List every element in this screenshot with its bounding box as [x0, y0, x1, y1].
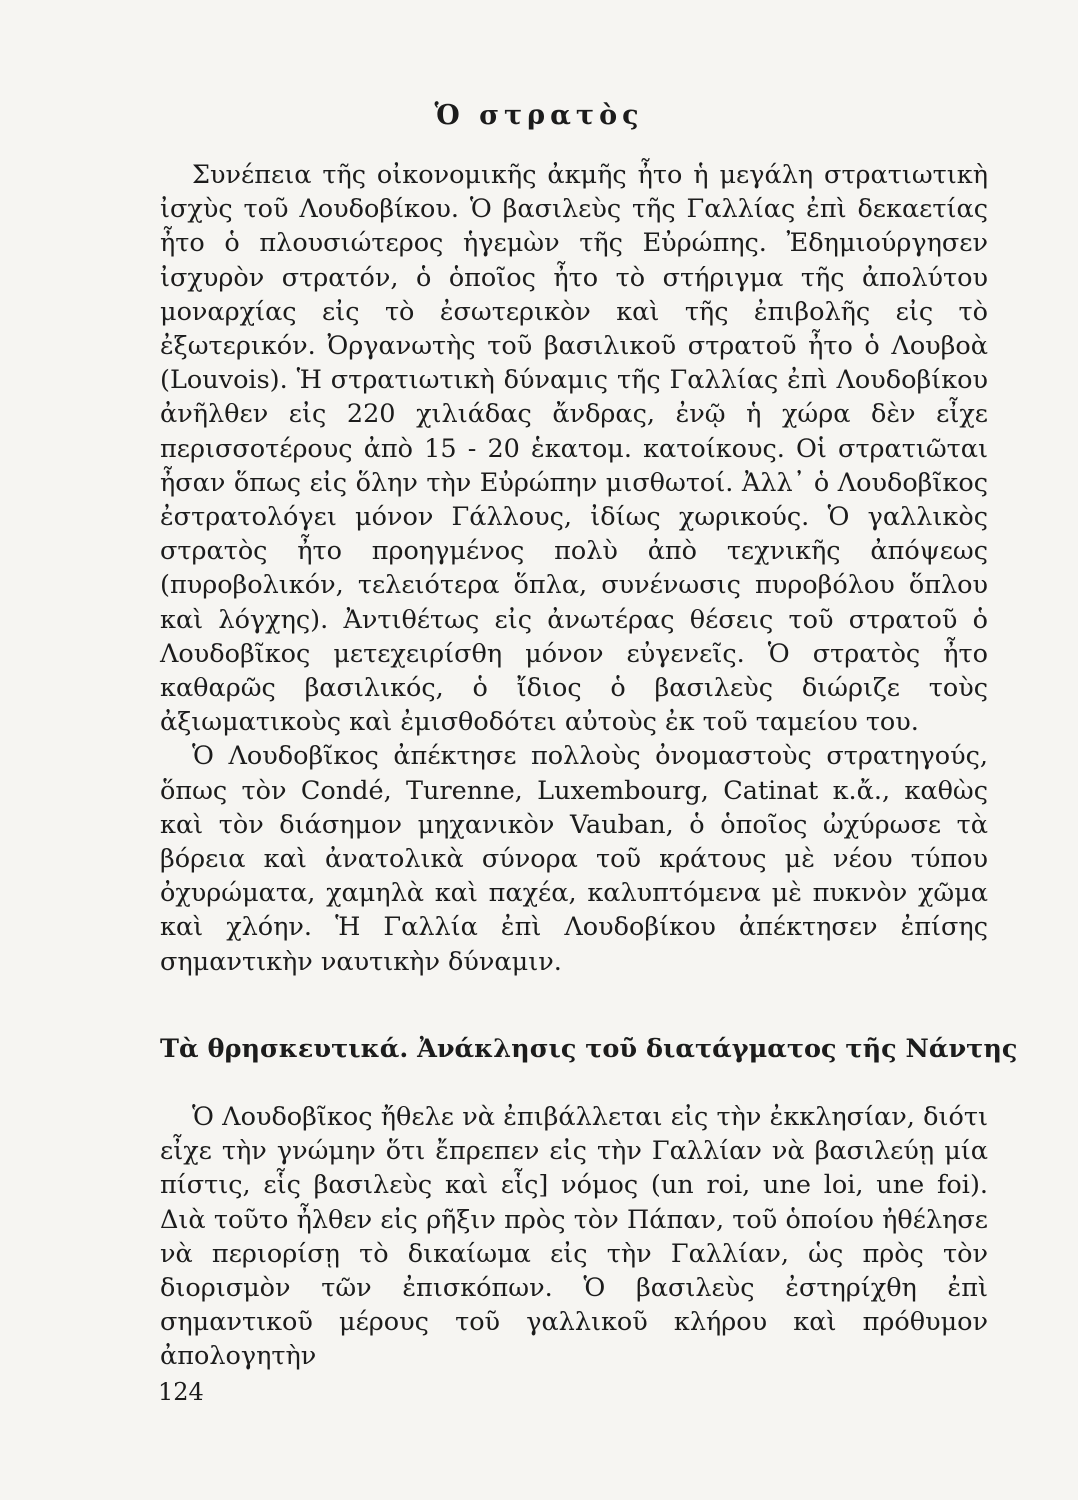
paragraph-army: Συνέπεια τῆς οἰκονομικῆς ἀκμῆς ἦτο ἡ μεγάλη στρατιωτικὴ ἰσχὺς τοῦ Λουδοβίκου. Ὁ βασιλεὺς τῆς Γαλλίας ἐπὶ δεκαετίας ἦτο ὁ πλουσιώτερος ἡγεμὼν τῆς Εὐρώπης. Ἐδημιούργησεν ἰσχυρὸν στρατόν, ὁ ὁποῖος ἦτο τὸ στήριγμα τῆς ἀπολύτου μοναρχίας εἰς τὸ ἐσωτερικὸν καὶ τῆς ἐπιβολῆς εἰς τὸ ἐξωτερικόν. Ὀργανωτὴς τοῦ βασιλικοῦ στρατοῦ ἦτο ὁ Λουβοὰ (Louvois). Ἡ στρατιωτικὴ δύναμις τῆς Γαλλίας ἐπὶ Λουδοβίκου ἀνῆλθεν εἰς 220 χιλιάδας ἄνδρας, ἐνῷ ἡ χώρα δὲν εἶχε περισσοτέρους ἀπὸ 15 - 20 ἑκατομ. κατοίκους. Οἱ στρατιῶται ἦσαν ὅπως εἰς ὅλην τὴν Εὐρώπην μισθωτοί. Ἀλλ᾽ ὁ Λουδοβῖκος ἐστρατολόγει μόνον Γάλλους, ἰδίως χωρικούς. Ὁ γαλλικὸς στρατὸς ἦτο προηγμένος πολὺ ἀπὸ τεχνικῆς ἀπόψεως (πυροβολικόν, τελειότερα ὅπλα, συνένωσις πυροβόλου ὅπλου καὶ λόγχης). Ἀντιθέτως εἰς ἀνωτέρας θέσεις τοῦ στρατοῦ ὁ Λουδοβῖκος μετεχειρίσθη μόνον εὐγενεῖς. Ὁ στρατὸς ἦτο καθαρῶς βασιλικός, ὁ ἴδιος ὁ βασιλεὺς διώριζε τοὺς ἀξιωματικοὺς καὶ ἐμισθοδότει αὐτοὺς ἐκ τοῦ ταμείου του. — [160, 160, 988, 738]
paragraph-religion: Ὁ Λουδοβῖκος ἤθελε νὰ ἐπιβάλλεται εἰς τὴν ἐκκλησίαν, διότι εἶχε τὴν γνώμην ὅτι ἔπρεπεν εἰς τὴν Γαλλίαν νὰ βασιλεύῃ μία πίστις, εἷς βασιλεὺς καὶ εἷς] νόμος (un roi, une loi, une foi). Διὰ τοῦτο ἦλθεν εἰς ρῆξιν πρὸς τὸν Πάπαν, τοῦ ὁποίου ἠθέλησε νὰ περιορίσῃ τὸ δικαίωμα εἰς τὴν Γαλλίαν, ὡς πρὸς τὸν διορισμὸν τῶν ἐπισκόπων. Ὁ βασιλεὺς ἐστηρίχθη ἐπὶ σημαντικοῦ μέρους τοῦ γαλλικοῦ κλήρου καὶ πρόθυμον ἀπολογητὴν — [160, 1102, 988, 1372]
army-section-body — [160, 158, 988, 979]
religion-heading: Τὰ θρησκευτικά. Ἀνάκλησις τοῦ διατάγματος τῆς Νάντης — [160, 1034, 1018, 1064]
paragraph-generals: Ὁ Λουδοβῖκος ἀπέκτησε πολλοὺς ὀνομαστοὺς στρατηγούς, ὅπως τὸν Condé, Turenne, Luxembourg, Catinat κ.ἄ., καθὼς καὶ τὸν διάσημον μηχανικὸν Vauban, ὁ ὁποῖος ὠχύρωσε τὰ βόρεια καὶ ἀνατολικὰ σύνορα τοῦ κράτους μὲ νέου τύπου ὀχυρώματα, χαμηλὰ καὶ παχέα, καλυπτόμενα μὲ πυκνὸν χῶμα καὶ χλόην. Ἡ Γαλλία ἐπὶ Λουδοβίκου ἀπέκτησεν ἐπίσης σημαντικὴν ναυτικὴν δύναμιν. — [160, 741, 988, 977]
religion-section-body — [160, 1100, 988, 1374]
section-title: Ὁ στρατὸς — [434, 100, 644, 131]
page-number: 124 — [158, 1378, 204, 1406]
